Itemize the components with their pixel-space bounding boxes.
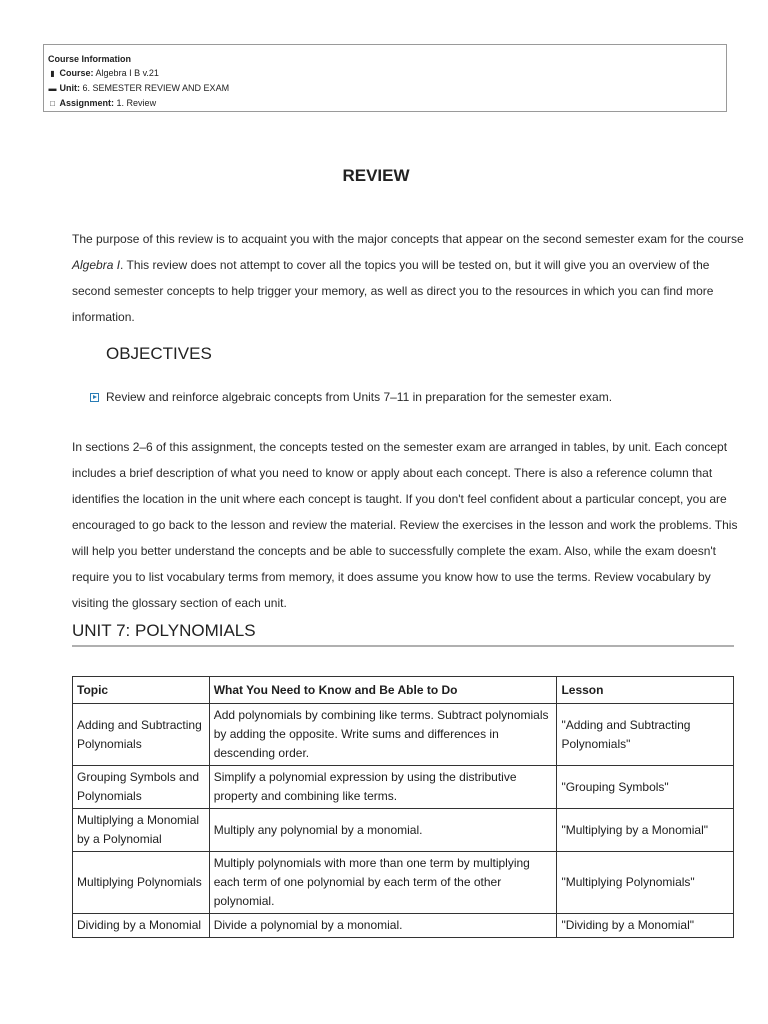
objective-item [90,390,612,404]
description-cell: Simplify a polynomial expression by using the distributive property and combining like terms. [209,766,557,809]
table-row [73,766,734,809]
assignment-row [48,96,722,111]
topic-cell: Multiplying a Monomial by a Polynomial [73,809,210,852]
book-icon: ▮ [50,69,55,78]
objective-text: Review and reinforce algebraic concepts from Units 7–11 in preparation for the semester exam. [106,390,613,404]
course-row [48,66,722,81]
intro-paragraph [72,226,744,330]
course-name-emphasis: Algebra I [72,258,121,272]
lesson-cell: "Dividing by a Monomial" [557,914,734,938]
table-row [73,809,734,852]
course-info-box [43,44,727,112]
table-header-row [73,677,734,704]
assignment-value: 1. Review [116,98,157,108]
page-title: REVIEW [342,166,410,185]
table-row [73,852,734,914]
unit-row [48,81,722,96]
course-info-heading: Course Information [48,54,132,64]
unit-label: Unit: [59,83,81,93]
document-icon: □ [50,99,55,108]
description-cell: Multiply polynomials with more than one term by multiplying each term of one polynomial by each term of the other polynomial. [209,852,557,914]
unit7-heading: UNIT 7: POLYNOMIALS [72,621,734,647]
table-row [73,704,734,766]
lesson-cell: "Multiplying Polynomials" [557,852,734,914]
lesson-cell: "Multiplying by a Monomial" [557,809,734,852]
play-box-icon [90,393,99,402]
column-header-know: What You Need to Know and Be Able to Do [209,677,557,704]
column-header-topic: Topic [73,677,210,704]
course-label: Course: [59,68,94,78]
folder-icon: ▬ [48,84,57,93]
lesson-cell: "Grouping Symbols" [557,766,734,809]
table-row [73,914,734,938]
objectives-heading: OBJECTIVES [106,344,212,363]
column-header-lesson: Lesson [557,677,734,704]
topic-cell: Grouping Symbols and Polynomials [73,766,210,809]
course-value: Algebra I B v.21 [95,68,159,78]
unit7-concepts-table [72,676,734,938]
topic-cell: Dividing by a Monomial [73,914,210,938]
topic-cell: Multiplying Polynomials [73,852,210,914]
description-cell: Divide a polynomial by a monomial. [209,914,557,938]
intro-text-end: . This review does not attempt to cover all the topics you will be tested on, but it will give you an overview of the second semester concepts to help trigger your memory, as well as direct you to the resources in which you can find more information. [72,258,714,324]
lesson-cell: "Adding and Subtracting Polynomials" [557,704,734,766]
unit-value: 6. SEMESTER REVIEW AND EXAM [82,83,230,93]
description-cell: Add polynomials by combining like terms. Subtract polynomials by adding the opposite. Write sums and differences in descending order. [209,704,557,766]
assignment-label: Assignment: [59,98,115,108]
intro-text-start: The purpose of this review is to acquaint you with the major concepts that appear on the second semester exam for the course [72,232,744,246]
description-cell: Multiply any polynomial by a monomial. [209,809,557,852]
topic-cell: Adding and Subtracting Polynomials [73,704,210,766]
sections-paragraph: In sections 2–6 of this assignment, the concepts tested on the semester exam are arranged in tables, by unit. Each concept includes a brief description of what you need to know or apply about each concept. There is also a reference column that identifies the location in the unit where each concept is taught. If you don't feel confident about a particular concept, you are encouraged to go back to the lesson and review the material. Review the exercises in the lesson and work the problems. This will help you better understand the concepts and be able to successfully complete the exam. Also, while the exam doesn't require you to list vocabulary terms from memory, it does assume you know how to use the terms. Review vocabulary by visiting the glossary section of each unit. [72,440,738,610]
